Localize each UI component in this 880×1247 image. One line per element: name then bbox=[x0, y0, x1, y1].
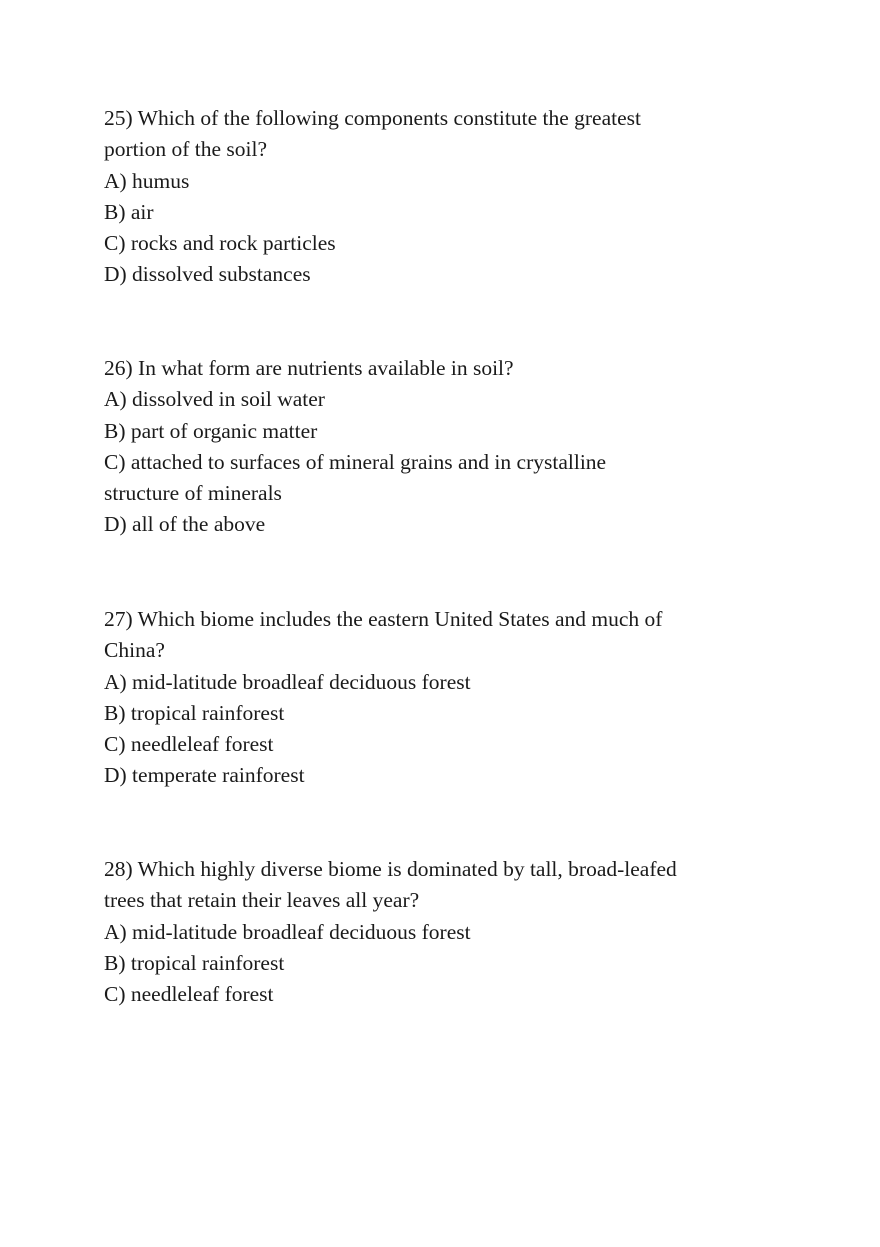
answer-option-c: C) attached to surfaces of mineral grains and in crystalline structure of minerals bbox=[104, 449, 607, 506]
question-stem: 26) In what form are nutrients available in soil? bbox=[104, 356, 514, 380]
answer-option-a: A) humus bbox=[104, 168, 190, 193]
answer-option-a: A) mid-latitude broadleaf deciduous forest bbox=[104, 919, 471, 944]
question-stem: 27) Which biome includes the eastern United States and much of China? bbox=[104, 607, 663, 663]
question-stem: 25) Which of the following components constitute the greatest portion of the soil? bbox=[104, 106, 641, 162]
answer-option-b: B) air bbox=[104, 199, 154, 224]
answer-option-a: A) mid-latitude broadleaf deciduous forest bbox=[104, 669, 471, 694]
answer-option-d: D) dissolved substances bbox=[104, 262, 311, 287]
question-25 bbox=[104, 103, 684, 291]
answer-option-d: D) all of the above bbox=[104, 512, 266, 537]
answer-option-b: B) tropical rainforest bbox=[104, 950, 285, 975]
question-27 bbox=[104, 604, 684, 792]
question-28 bbox=[104, 854, 684, 1010]
question-stem: 28) Which highly diverse biome is dominated by tall, broad-leafed trees that retain their leaves all year? bbox=[104, 857, 677, 913]
answer-option-d: D) temperate rainforest bbox=[104, 763, 305, 788]
answer-option-b: B) tropical rainforest bbox=[104, 700, 285, 725]
answer-option-c: C) needleleaf forest bbox=[104, 732, 274, 757]
answer-option-c: C) rocks and rock particles bbox=[104, 231, 336, 256]
answer-option-a: A) dissolved in soil water bbox=[104, 387, 325, 412]
answer-option-c: C) needleleaf forest bbox=[104, 982, 274, 1007]
question-26 bbox=[104, 353, 684, 541]
answer-option-b: B) part of organic matter bbox=[104, 418, 318, 443]
